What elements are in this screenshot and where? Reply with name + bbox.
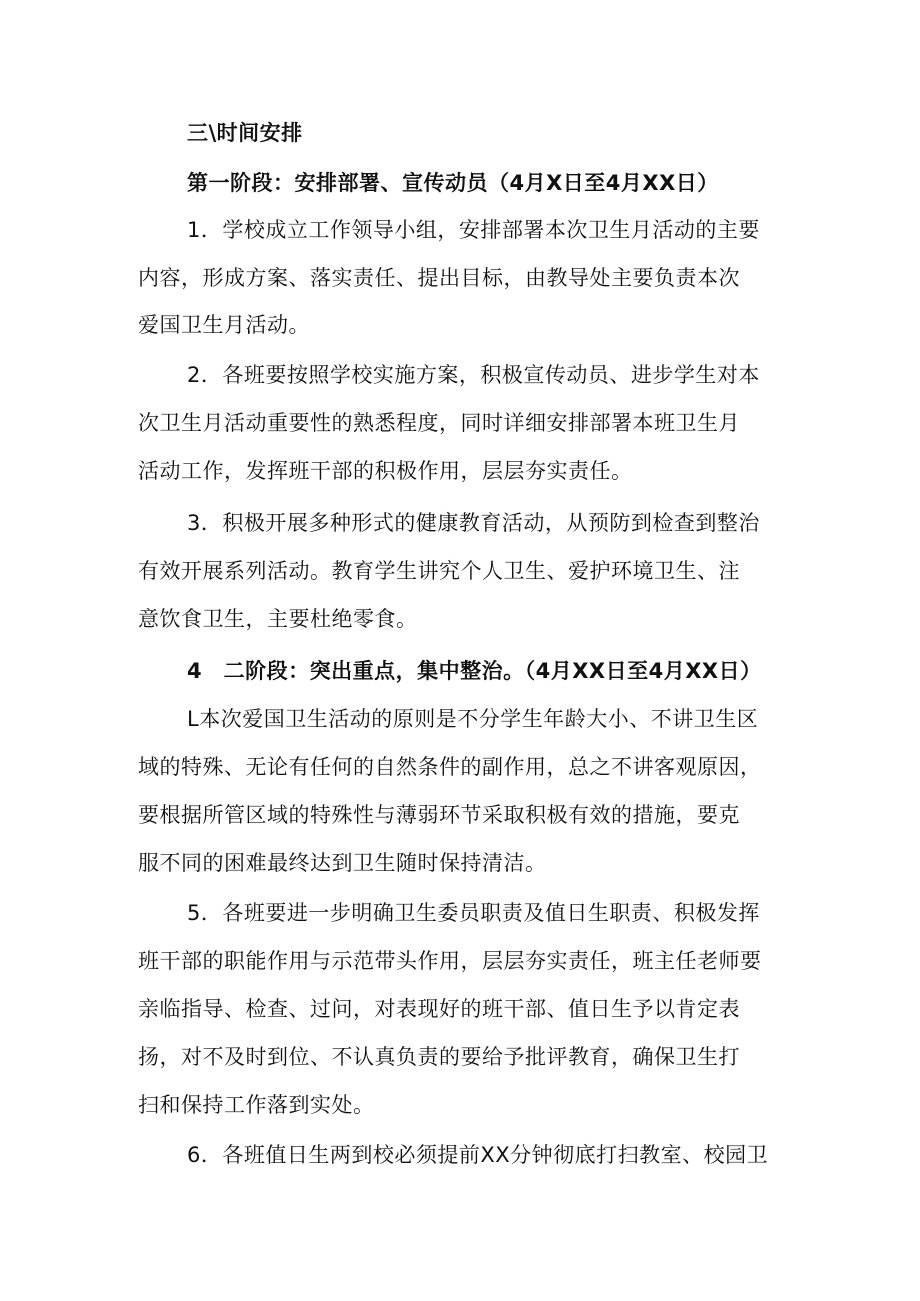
paragraph-line: 1．学校成立工作领导小组，安排部署本次卫生月活动的主要 xyxy=(187,218,760,242)
paragraph-line: 扬，对不及时到位、不认真负责的要给予批评教育，确保卫生打 xyxy=(138,1045,740,1069)
paragraph-line: 扫和保持工作落到实处。 xyxy=(138,1093,375,1117)
paragraph-line: 域的特殊、无论有任何的自然条件的副作用，总之不讲客观原因， xyxy=(138,755,762,779)
paragraph-line: 6．各班值日生两到校必须提前XX分钟彻底打扫教室、校园卫 xyxy=(187,1143,769,1167)
paragraph-line: 服不同的困难最终达到卫生随时保持清洁。 xyxy=(138,851,547,875)
stage-one-heading: 第一阶段：安排部署、宣传动员（4月X日至4月XX日） xyxy=(187,171,719,195)
paragraph-line: 活动工作，发挥班干部的积极作用，层层夯实责任。 xyxy=(138,459,633,483)
paragraph-line: 3．积极开展多种形式的健康教育活动，从预防到检查到整治 xyxy=(187,511,760,535)
paragraph-line: 意饮食卫生，主要杜绝零食。 xyxy=(138,607,418,631)
paragraph-line: 有效开展系列活动。教育学生讲究个人卫生、爱护环境卫生、注 xyxy=(138,559,740,583)
paragraph-line: 班干部的职能作用与示范带头作用，层层夯实责任，班主任老师要 xyxy=(138,949,762,973)
paragraph-line: 5．各班要进一步明确卫生委员职责及值日生职责、积极发挥 xyxy=(187,901,760,925)
paragraph-line: 2．各班要按照学校实施方案，积极宣传动员、进步学生对本 xyxy=(187,363,760,387)
paragraph-line: L本次爱国卫生活动的原则是不分学生年龄大小、不讲卫生区 xyxy=(187,707,759,731)
paragraph-line: 内容，形成方案、落实责任、提出目标，由教导处主要负责本次 xyxy=(138,266,740,290)
paragraph-line: 要根据所管区域的特殊性与薄弱环节采取积极有效的措施，要克 xyxy=(138,803,740,827)
stage-two-heading: 4 二阶段：突出重点，集中整治。（4月XX日至4月XX日） xyxy=(187,659,762,683)
paragraph-line: 爱国卫生月活动。 xyxy=(138,313,310,337)
paragraph-line: 亲临指导、检查、过问，对表现好的班干部、值日生予以肯定表 xyxy=(138,997,740,1021)
paragraph-line: 次卫生月活动重要性的熟悉程度，同时详细安排部署本班卫生月 xyxy=(138,411,740,435)
section-heading: 三\时间安排 xyxy=(187,121,303,145)
